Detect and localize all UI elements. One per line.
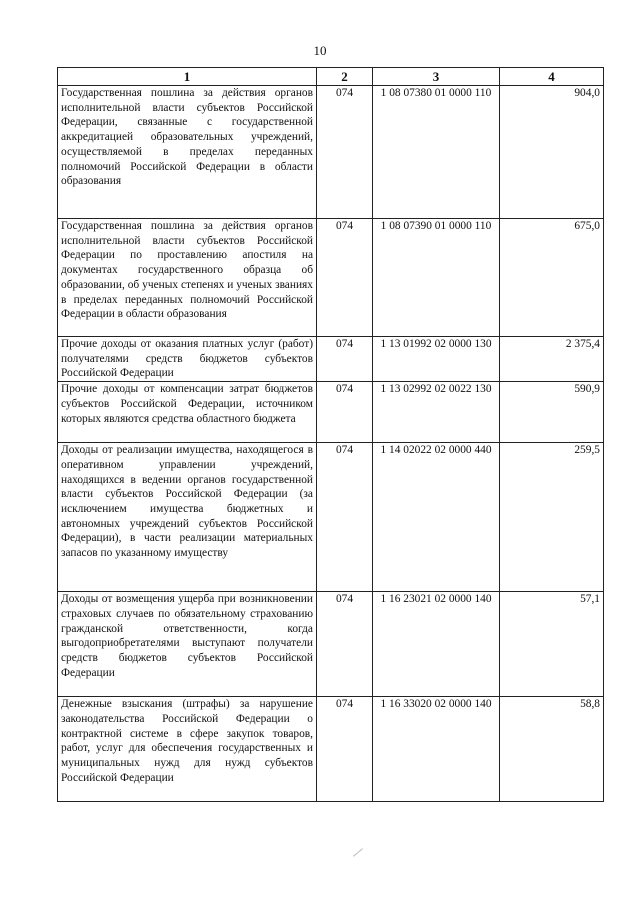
- revenue-name: Государственная пошлина за действия органов исполнительной власти субъектов Российской Федерации по проставлению апостиля на документах государственного образца об образовании, об ученых степенях и ученых званиях в пределах переданных полномочий Российской Федерации в области образования: [58, 219, 317, 337]
- budget-classification-code: 1 13 01992 02 0000 130: [373, 337, 500, 382]
- admin-code: 074: [317, 219, 373, 337]
- scan-mark: [353, 848, 363, 856]
- table-row: [58, 86, 604, 219]
- revenue-name: Прочие доходы от оказания платных услуг (работ) получателями средств бюджетов субъектов Российской Федерации: [58, 337, 317, 382]
- table-row: [58, 219, 604, 337]
- admin-code: 074: [317, 86, 373, 219]
- header-col-3: 3: [373, 68, 500, 86]
- admin-code: 074: [317, 382, 373, 443]
- amount: 590,9: [500, 382, 604, 443]
- amount: 58,8: [500, 697, 604, 802]
- budget-classification-code: 1 14 02022 02 0000 440: [373, 443, 500, 592]
- revenue-table: [57, 67, 604, 802]
- budget-classification-code: 1 08 07380 01 0000 110: [373, 86, 500, 219]
- admin-code: 074: [317, 443, 373, 592]
- revenue-name: Прочие доходы от компенсации затрат бюджетов субъектов Российской Федерации, источником которых являются средства областного бюджета: [58, 382, 317, 443]
- budget-classification-code: 1 08 07390 01 0000 110: [373, 219, 500, 337]
- budget-classification-code: 1 16 33020 02 0000 140: [373, 697, 500, 802]
- revenue-name: Доходы от возмещения ущерба при возникновении страховых случаев по обязательному страхованию гражданской ответственности, когда выгодоприобретателями выступают получатели средств бюджетов субъектов Российской Федерации: [58, 592, 317, 697]
- header-col-1: 1: [58, 68, 317, 86]
- table-row: [58, 697, 604, 802]
- amount: 904,0: [500, 86, 604, 219]
- admin-code: 074: [317, 697, 373, 802]
- budget-classification-code: 1 13 02992 02 0022 130: [373, 382, 500, 443]
- header-col-2: 2: [317, 68, 373, 86]
- budget-classification-code: 1 16 23021 02 0000 140: [373, 592, 500, 697]
- amount: 2 375,4: [500, 337, 604, 382]
- revenue-name: Доходы от реализации имущества, находящегося в оперативном управлении учреждений, находящихся в ведении органов государственной власти субъектов Российской Федерации (за исключением имущества бюджетных и автономных учреждений субъектов Российской Федерации), в части реализации материальных запасов по указанному имуществу: [58, 443, 317, 592]
- table-row: [58, 443, 604, 592]
- table-row: [58, 337, 604, 382]
- admin-code: 074: [317, 592, 373, 697]
- page-number: 10: [313, 43, 327, 58]
- amount: 259,5: [500, 443, 604, 592]
- revenue-name: Государственная пошлина за действия органов исполнительной власти субъектов Российской Федерации, связанные с государственной аккредитацией образовательных учреждений, осуществляемой в пределах переданных полномочий Российской Федерации в области образования: [58, 86, 317, 219]
- revenue-name: Денежные взыскания (штрафы) за нарушение законодательства Российской Федерации о контрактной системе в сфере закупок товаров, работ, услуг для обеспечения государственных и муниципальных нужд для нужд субъектов Российской Федерации: [58, 697, 317, 802]
- amount: 675,0: [500, 219, 604, 337]
- admin-code: 074: [317, 337, 373, 382]
- amount: 57,1: [500, 592, 604, 697]
- table-row: [58, 592, 604, 697]
- table-row: [58, 382, 604, 443]
- table-header-row: [58, 68, 604, 86]
- header-col-4: 4: [500, 68, 604, 86]
